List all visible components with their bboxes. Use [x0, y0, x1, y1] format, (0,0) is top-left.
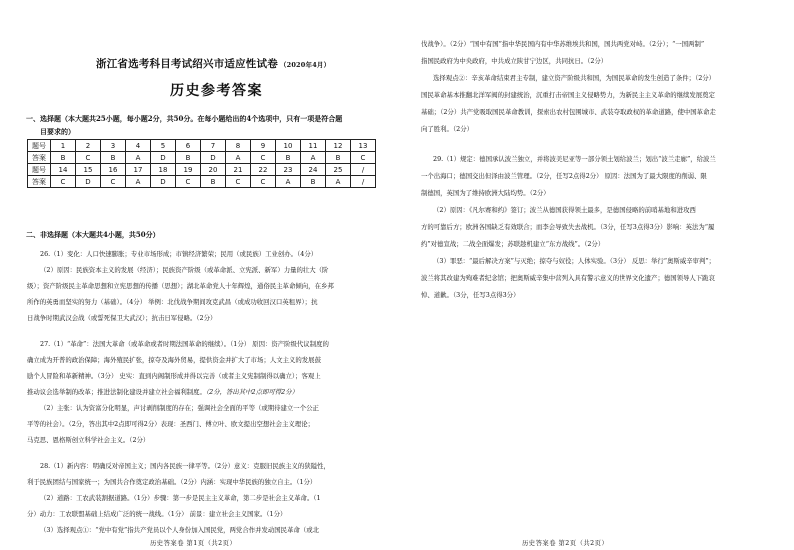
q29-line: 波兰将其改建为殉难者纪念馆；把奥斯威辛集中营列入具有警示意义的世界文化遗产；德国领导人下跪哀: [421, 274, 715, 282]
q29-line: （3）罪恶：“最后解决方案”与灭绝；掠夺与奴役；人体实验。（3分） 反思：举行“奥斯威辛审判”；: [433, 257, 716, 265]
q28-line: （2）道路：工农武装割据道路。（1分）步骤：第一步是民主主义革命，第二步是社会主义革命。（1: [40, 494, 321, 502]
table-cell: 2: [76, 140, 101, 152]
table-cell: B: [326, 152, 351, 164]
table-cell: C: [351, 152, 376, 164]
table-cell: 3: [101, 140, 126, 152]
table-cell: 答案: [28, 176, 51, 188]
table-cell: B: [101, 152, 126, 164]
table-cell: C: [251, 152, 276, 164]
section1-heading-cont: 目要求的）: [40, 127, 75, 136]
table-cell: 18: [151, 164, 176, 176]
q28-line: 分）动力：工农联盟基础上结成广泛的统一战线。（1分） 前景：建立社会主义国家。（1分）: [27, 510, 287, 518]
table-cell: 7: [201, 140, 226, 152]
table-cell: D: [151, 176, 176, 188]
table-cell: B: [51, 152, 76, 164]
q27-line: （2）主张：认为资富分化明显，声讨剥削制度的存在；强调社会全面的平等（或期待建立一个公正: [40, 404, 319, 412]
q28-line: （3）选择观点①：“党中有党”指共产党员以个人身份加入国民党，两党合作并发动国民革命（或北: [40, 526, 320, 534]
q28-line: 选择观点②：辛亥革命结束君主专制，建立资产阶级共和国，为国民革命的发生创造了条件；（2分）: [433, 74, 716, 82]
table-cell: 22: [251, 164, 276, 176]
q26-line: （2）原因：民族资本主义的发展（经济）；民族资产阶级（或革命派、立宪派、新军）力量的壮大（阶: [40, 266, 329, 274]
title-text: 浙江省选考科目考试绍兴市适应性试卷: [96, 58, 278, 70]
page-2: [397, 0, 794, 550]
q29-line: 约”对德宣战；二战全面爆发；苏联趁机建立“东方战线”。（2分）: [421, 240, 605, 248]
q27-line: 励个人冒险和革新精神。（3分） 史实：直到内阁制形成并得以完善（或者主义宪制制得以确立）；客观上: [27, 372, 321, 380]
q28-line: 利于民族团结与国家统一；为国共合作奠定政治基础。（2分）内涵：实现中华民族的独立自主。（1分）: [27, 478, 317, 486]
table-cell: B: [276, 152, 301, 164]
table-cell: D: [201, 152, 226, 164]
table-cell: D: [151, 152, 176, 164]
table-cell: 23: [276, 164, 301, 176]
q27-line: 27.（1）“革命”：法国大革命（或革命或者时期法国革命的继续）。（1分） 原因：资产阶级代议制度的: [40, 340, 329, 348]
table-row: [28, 164, 376, 176]
table-cell: A: [276, 176, 301, 188]
q27-line: 确立成为开普的政治保障；海外殖民扩张，掠夺及海外贸易，提供资金并扩大了市场；人文主义的发展鼓: [27, 356, 321, 364]
table-cell: 19: [176, 164, 201, 176]
table-cell: 12: [326, 140, 351, 152]
table-row: [28, 152, 376, 164]
table-cell: 17: [126, 164, 151, 176]
table-cell: 题号: [28, 140, 51, 152]
page-footer: 历史答案卷 第2页（共2页）: [522, 540, 609, 547]
q29-line: 方的可靠后方；欧洲各国缺乏有效联合；而李会导致失去战机。（3分，任写3点得3分）影响：英法为“履: [421, 223, 715, 231]
q27-score-note: （2分，答出其中2点即可得2分）: [205, 388, 299, 396]
document-title: [96, 56, 330, 71]
table-row: [28, 140, 376, 152]
table-cell: 14: [51, 164, 76, 176]
q28-line: 伐战争）。（2分）“国中有国”指中华民国内有中华苏维埃共和国，国共两党对峙。（2分）；“一国两制”: [421, 40, 705, 48]
table-cell: C: [76, 152, 101, 164]
q28-line: 向了胜利。（2分）: [421, 125, 473, 133]
q27-line: [27, 385, 298, 401]
q28-line: 28.（1）新内容：明确反对帝国主义；国内各民族一律平等。（2分）意义：克服旧民族主义的狭隘性，: [40, 462, 330, 470]
title-date: （2020年4月）: [279, 61, 331, 69]
q26-line: 所作的英勇而坚实的努力（基础）。（4分） 举例：北伐战争期间攻克武昌（或成功收回汉口英租界）；抗: [27, 298, 318, 306]
table-cell: C: [251, 176, 276, 188]
table-cell: 21: [226, 164, 251, 176]
table-cell: B: [176, 152, 201, 164]
q26-line: 级）；资产阶级民主革命思想和立宪思想的传播（思想）；湖北革命党人十年辉煌，通俗民主革命倾向，在乡邦: [27, 282, 334, 290]
table-cell: 10: [276, 140, 301, 152]
table-cell: 4: [126, 140, 151, 152]
table-cell: 9: [251, 140, 276, 152]
table-cell: /: [351, 164, 376, 176]
q29-line: 制德国，英国为了维持欧洲大陆均势。（2分）: [421, 189, 550, 197]
q29-line: （2）原因：《凡尔赛和约》签订；波兰从德国获得领土最多，是德国侵略的前哨基地和进攻西: [433, 206, 696, 214]
table-row: [28, 176, 376, 188]
q29-line: 一个出海口；德国交出但泽由波兰管理。（2分，任写2点得2分） 原因：法国为了最大限度的削弱、限: [421, 172, 707, 180]
q29-line: 29.（1）规定：德国承认波兰独立，并将波美尼亚等一部分领土划给波兰；划出“波兰走廊”，给波兰: [433, 155, 716, 163]
table-cell: 6: [176, 140, 201, 152]
table-cell: 8: [226, 140, 251, 152]
table-cell: 20: [201, 164, 226, 176]
q27-line: 马克思、恩格斯创立科学社会主义。（2分）: [27, 436, 150, 444]
table-cell: A: [301, 152, 326, 164]
q27-text: 推动议会选举制的改革；推进法制化建设并建立社会福利制度。: [27, 388, 206, 396]
table-cell: C: [226, 176, 251, 188]
table-cell: 25: [326, 164, 351, 176]
table-cell: B: [201, 176, 226, 188]
table-cell: 答案: [28, 152, 51, 164]
answer-table: [27, 139, 376, 188]
page-footer: 历史答案卷 第1页（共2页）: [150, 540, 237, 547]
q28-line: 指国民政府为中央政府，中共成立陕甘宁边区，共同抗日。（2分）: [421, 57, 608, 65]
table-cell: 题号: [28, 164, 51, 176]
table-cell: 24: [301, 164, 326, 176]
table-cell: 16: [101, 164, 126, 176]
q29-line: 悼、道歉。（3分，任写3点得3分）: [421, 291, 520, 299]
table-cell: B: [301, 176, 326, 188]
table-cell: 5: [151, 140, 176, 152]
document-subtitle: 历史参考答案: [170, 83, 263, 99]
table-cell: C: [51, 176, 76, 188]
table-cell: C: [176, 176, 201, 188]
table-cell: 15: [76, 164, 101, 176]
table-cell: A: [126, 152, 151, 164]
section2-heading: 二、非选择题（本大题共4小题，共50分）: [26, 230, 160, 239]
table-cell: C: [101, 176, 126, 188]
table-cell: A: [326, 176, 351, 188]
table-cell: 1: [51, 140, 76, 152]
table-cell: A: [226, 152, 251, 164]
q27-line: 平等的社会）。（2分，答出其中2点即可得2分）表现：圣西门、傅立叶、欧文提出空想社会主义理论；: [27, 420, 314, 428]
table-cell: D: [76, 176, 101, 188]
table-cell: /: [351, 176, 376, 188]
table-cell: A: [126, 176, 151, 188]
table-cell: 11: [301, 140, 326, 152]
q28-line: 基础；（2分）共产党吸取国民革命教训，探索出农村包围城市、武装夺取政权的革命道路，使中国革命走: [421, 108, 716, 116]
section1-heading: 一、选择题（本大题共25小题，每小题2分，共50分。在每小题给出的4个选项中，只有一项是符合题: [26, 114, 343, 123]
table-cell: 13: [351, 140, 376, 152]
q26-line: 26.（1）变化：人口快速膨胀；专业市场形成；市镇经济繁荣；民用（或民族）工业创办。（4分）: [40, 250, 318, 258]
q26-line: 日战争时期武汉会战（或誓死保卫大武汉）；抗击日军侵略。（2分）: [27, 314, 217, 322]
q28-line: 国民革命基本推翻北洋军阀的封建统治，沉重打击帝国主义侵略势力，为新民主主义革命的继续发展奠定: [421, 91, 715, 99]
